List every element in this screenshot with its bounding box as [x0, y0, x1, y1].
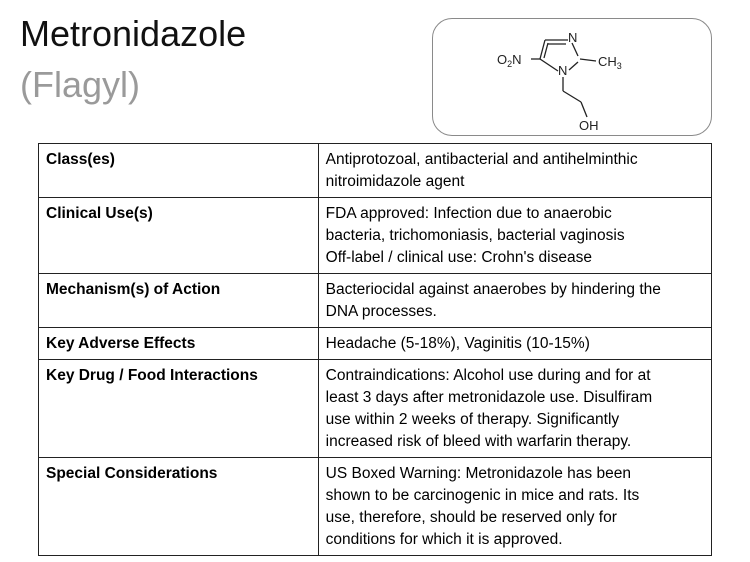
- table-row: [39, 274, 712, 328]
- row-value-mechanism: [318, 274, 711, 328]
- row-value-clinical-use: [318, 198, 711, 274]
- row-label-interactions: Key Drug / Food Interactions: [39, 360, 319, 458]
- table-row: [39, 458, 712, 556]
- row-value-special-considerations: [318, 458, 711, 556]
- value-line: DNA processes.: [325, 303, 437, 320]
- value-line: bacteria, trichomoniasis, bacterial vaginosis: [325, 227, 625, 244]
- value-line: Headache (5-18%), Vaginitis (10-15%): [325, 335, 590, 352]
- chemical-structure-panel: [432, 18, 712, 136]
- table-row: [39, 198, 712, 274]
- row-label-class: Class(es): [39, 144, 319, 198]
- table-row: [39, 360, 712, 458]
- drug-title: Metronidazole: [20, 13, 247, 54]
- table-row: [39, 144, 712, 198]
- value-line: use within 2 weeks of therapy. Significantly: [325, 411, 620, 428]
- row-value-interactions: [318, 360, 711, 458]
- row-label-clinical-use: Clinical Use(s): [39, 198, 319, 274]
- chemical-structure-diagram: [433, 19, 713, 137]
- row-value-adverse-effects: [318, 328, 711, 360]
- structure-bonds: [531, 40, 596, 117]
- value-line: use, therefore, should be reserved only for: [325, 509, 617, 526]
- row-label-adverse-effects: Key Adverse Effects: [39, 328, 319, 360]
- methyl-group-label: $CH_3$: [598, 54, 622, 71]
- nitro-group-label: $O_2N$: [497, 52, 522, 69]
- ring-nitrogen-bottom: N: [558, 63, 568, 78]
- value-line: Off-label / clinical use: Crohn's disease: [325, 249, 592, 266]
- row-value-class: [318, 144, 711, 198]
- row-label-special-considerations: Special Considerations: [39, 458, 319, 556]
- value-line: least 3 days after metronidazole use. Disulfiram: [325, 389, 653, 406]
- hydroxyl-group-label: OH: [579, 118, 599, 133]
- value-line: Antiprotozoal, antibacterial and antihelminthic: [325, 151, 638, 168]
- value-line: nitroimidazole agent: [325, 173, 465, 190]
- value-line: Bacteriocidal against anaerobes by hindering the: [325, 281, 661, 298]
- drug-info-table: [38, 143, 712, 556]
- table-row: [39, 328, 712, 360]
- value-line: increased risk of bleed with warfarin therapy.: [325, 433, 632, 450]
- ring-nitrogen-top: N: [568, 30, 578, 45]
- value-line: FDA approved: Infection due to anaerobic: [325, 205, 612, 222]
- value-line: conditions for which it is approved.: [325, 531, 563, 548]
- drug-brand-name: (Flagyl): [20, 64, 141, 105]
- value-line: US Boxed Warning: Metronidazole has been: [325, 465, 631, 482]
- value-line: Contraindications: Alcohol use during and for at: [325, 367, 651, 384]
- row-label-mechanism: Mechanism(s) of Action: [39, 274, 319, 328]
- value-line: shown to be carcinogenic in mice and rats. Its: [325, 487, 640, 504]
